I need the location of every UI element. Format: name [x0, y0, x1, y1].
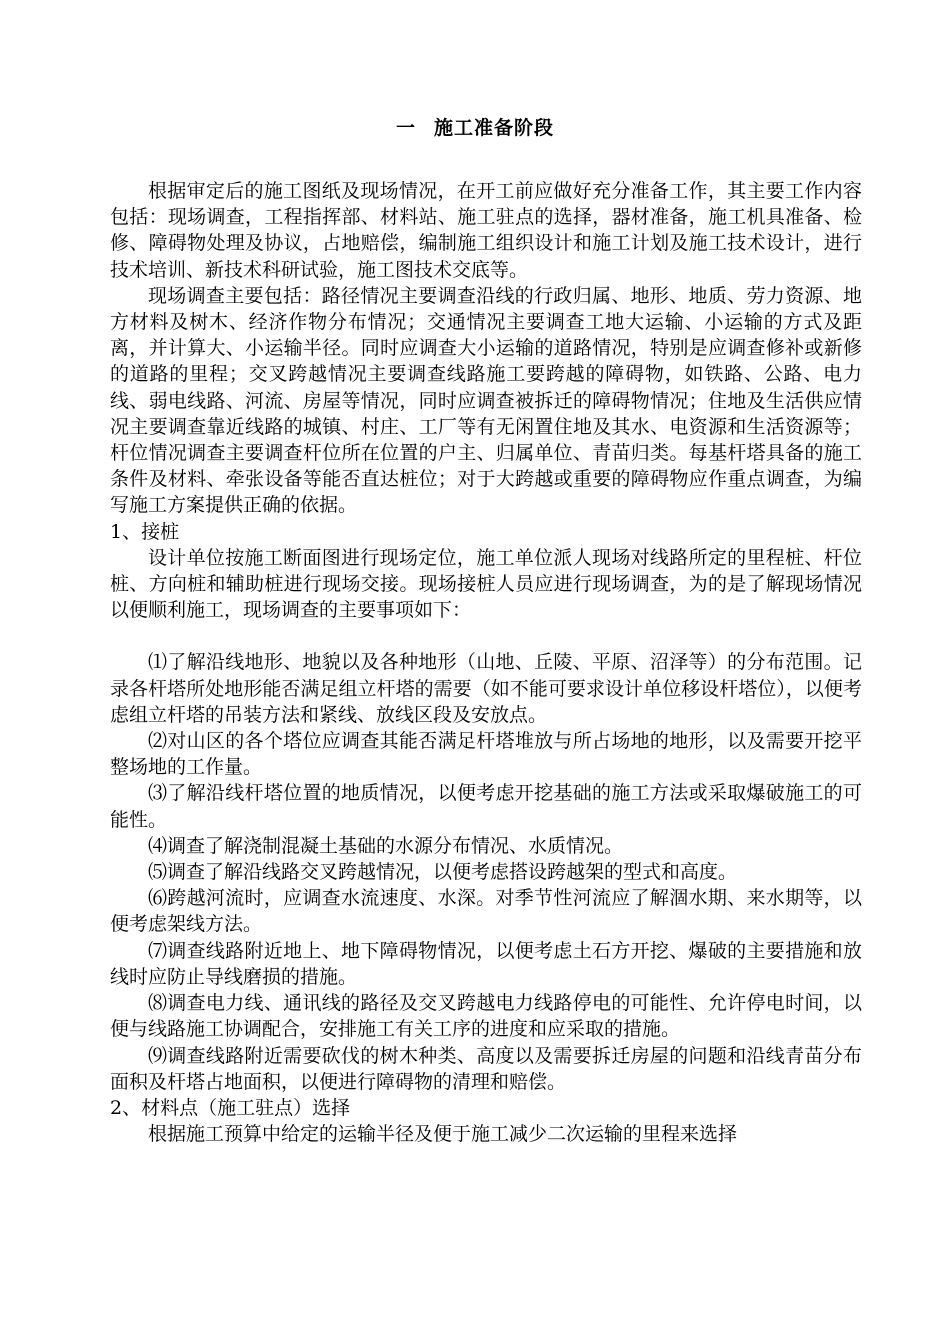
list-item: ⑷调查了解浇制混凝土基础的水源分布情况、水质情况。 — [148, 834, 624, 857]
list-item: ⑻调查电力线、通讯线的路径及交叉跨越电力线路停电的可能性、允许停电时间，以便与线路施工协调配合，安排施工有关工序的进度和应采取的措施。 — [110, 992, 862, 1041]
list-item: ⑴了解沿线地形、地貌以及各种地形（山地、丘陵、平原、沼泽等）的分布范围。记录各杆塔所处地形能否满足组立杆塔的需要（如不能可要求设计单位移设杆塔位），以便考虑组立杆塔的吊装方法和紧线、放线区段及安放点。 — [110, 651, 862, 726]
section-heading-1: 1、接桩 — [110, 520, 180, 543]
intro-paragraph: 根据审定后的施工图纸及现场情况，在开工前应做好充分准备工作，其主要工作内容包括：现场调查，工程指挥部、材料站、施工驻点的选择，器材准备，施工机具准备、检修、障碍物处理及协议，占地赔偿，编制施工组织设计和施工计划及施工技术设计，进行技术培训、新技术科研试验，施工图技术交底等。 — [110, 180, 862, 281]
section-2-intro: 根据施工预算中给定的运输半径及便于施工减少二次运输的里程来选择 — [148, 1123, 738, 1146]
list-item: ⑼调查线路附近需要砍伐的树木种类、高度以及需要拆迁房屋的问题和沿线青苗分布面积及杆塔占地面积，以便进行障碍物的清理和赔偿。 — [110, 1044, 862, 1093]
document-body — [110, 178, 862, 1147]
list-item: ⑸调查了解沿线路交叉跨越情况，以便考虑搭设跨越架的型式和高度。 — [148, 861, 738, 884]
page-title — [0, 114, 950, 142]
section-1-intro: 设计单位按施工断面图进行现场定位，施工单位派人现场对线路所定的里程桩、杆位桩、方向桩和辅助桩进行现场交接。现场接桩人员应进行现场调查，为的是了解现场情况以便顺利施工，现场调查的主要事项如下： — [110, 546, 862, 622]
title-number: 一 — [395, 117, 416, 139]
title-text: 施工准备阶段 — [434, 117, 555, 139]
blank-line — [110, 623, 862, 649]
list-item: ⑶了解沿线杆塔位置的地质情况，以便考虑开挖基础的施工方法或采取爆破施工的可能性。 — [110, 782, 862, 831]
survey-paragraph: 现场调查主要包括：路径情况主要调查沿线的行政归属、地形、地质、劳力资源、地方材料及树木、经济作物分布情况；交通情况主要调查工地大运输、小运输的方式及距离，并计算大、小运输半径。同时应调查大小运输的道路情况，特别是应调查修补或新修的道路的里程；交叉跨越情况主要调查线路施工要跨越的障碍物，如铁路、公路、电力线、弱电线路、河流、房屋等情况，同时应调查被拆迁的障碍物情况；住地及生活供应情况主要调查靠近线路的城镇、村庄、工厂等有无闲置住地及其水、电资源和生活资源等；杆位情况调查主要调查杆位所在位置的户主、归属单位、青苗归类。每基杆塔具备的施工条件及材料、牵张设备等能否直达桩位；对于大跨越或重要的障碍物应作重点调查，为编写施工方案提供正确的依据。 — [110, 284, 862, 517]
list-item: ⑹跨越河流时，应调查水流速度、水深。对季节性河流应了解涸水期、来水期等，以便考虑架线方法。 — [110, 887, 862, 936]
section-heading-2: 2、材料点（施工驻点）选择 — [110, 1096, 351, 1119]
list-item: ⑵对山区的各个塔位应调查其能否满足杆塔堆放与所占场地的地形，以及需要开挖平整场地的工作量。 — [110, 730, 862, 779]
list-item: ⑺调查线路附近地上、地下障碍物情况，以便考虑土石方开挖、爆破的主要措施和放线时应防止导线磨损的措施。 — [110, 939, 862, 988]
